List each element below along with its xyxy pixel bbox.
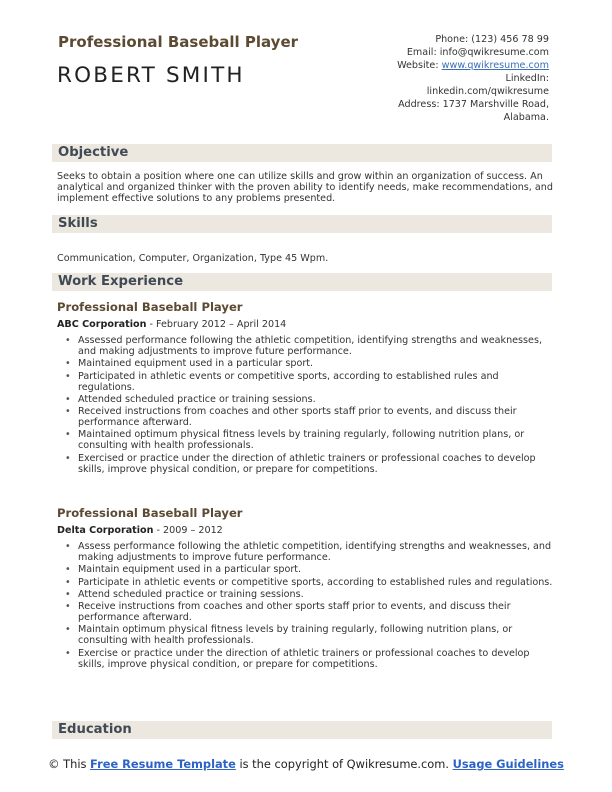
job-dates: - February 2012 – April 2014	[146, 319, 287, 330]
free-resume-template-link[interactable]: Free Resume Template	[90, 757, 236, 771]
list-item: • Attend scheduled practice or training sessions.	[57, 589, 553, 600]
list-item: • Exercise or practice under the direction of athletic trainers or professional coaches to develop skills, improve physical condition, or prepare for competitions.	[57, 648, 553, 670]
contact-website	[397, 59, 549, 72]
education-section-header	[52, 721, 552, 739]
list-item: • Received instructions from coaches and other sports staff prior to events, and discuss their performance afterward.	[57, 406, 553, 428]
list-item: • Assessed performance following the athletic competition, identifying strengths and weaknesses, and making adjustments to improve future performance.	[57, 335, 553, 357]
list-item: • Participated in athletic events or competitive sports, according to established rules and regulations.	[57, 371, 553, 393]
job-bullets	[57, 335, 553, 476]
skills-text: Communication, Computer, Organization, Type 45 Wpm.	[57, 253, 329, 264]
contact-website-label: Website:	[397, 60, 442, 71]
objective-text: Seeks to obtain a position where one can utilize skills and grow within an organization of success. An analytical and organized thinker with the proven ability to identify needs, make recommendations, and implement effective solutions to any problems presented.	[57, 171, 553, 204]
list-item: • Maintained equipment used in a particular sport.	[57, 358, 553, 369]
work-heading: Work Experience	[58, 274, 184, 289]
contact-phone: Phone: (123) 456 78 99	[435, 34, 549, 45]
contact-address-line2: Alabama.	[503, 112, 549, 123]
website-link[interactable]: www.qwikresume.com	[441, 60, 549, 71]
education-heading: Education	[58, 722, 132, 737]
contact-linkedin-label: LinkedIn:	[505, 73, 549, 84]
objective-heading: Objective	[58, 145, 129, 160]
contact-linkedin-url: linkedin.com/qwikresume	[426, 86, 549, 97]
list-item: • Assess performance following the athletic competition, identifying strengths and weaknesses, and making adjustments to improve future performance.	[57, 541, 553, 563]
usage-guidelines-link[interactable]: Usage Guidelines	[452, 757, 564, 771]
job-bullets	[57, 541, 553, 671]
list-item: • Maintain equipment used in a particular sport.	[57, 564, 553, 575]
job-title: Professional Baseball Player	[57, 506, 243, 520]
contact-block	[397, 33, 549, 124]
copyright-footer	[0, 757, 612, 771]
work-section-header	[52, 273, 552, 291]
company-name: Delta Corporation	[57, 525, 154, 536]
job-dates: - 2009 – 2012	[153, 525, 223, 536]
footer-prefix: © This	[48, 757, 91, 771]
list-item: • Receive instructions from coaches and other sports staff prior to events, and discuss their performance afterward.	[57, 601, 553, 623]
list-item: • Attended scheduled practice or training sessions.	[57, 394, 553, 405]
contact-address-line1: Address: 1737 Marshville Road,	[398, 99, 549, 110]
job-company-line	[57, 525, 223, 536]
objective-section-header	[52, 144, 552, 162]
resume-job-title: Professional Baseball Player	[58, 33, 299, 51]
job-company-line	[57, 319, 286, 330]
skills-section-header	[52, 215, 552, 233]
list-item: • Exercised or practice under the direction of athletic trainers or professional coaches to develop skills, improve physical condition, or prepare for competitions.	[57, 453, 553, 475]
footer-middle: is the copyright of Qwikresume.com.	[235, 757, 453, 771]
candidate-name: ROBERT SMITH	[57, 63, 245, 88]
skills-heading: Skills	[58, 216, 98, 231]
list-item: • Maintain optimum physical fitness levels by training regularly, following nutrition plans, or consulting with health professionals.	[57, 624, 553, 646]
job-title: Professional Baseball Player	[57, 300, 243, 314]
list-item: • Participate in athletic events or competitive sports, according to established rules and regulations.	[57, 577, 553, 588]
contact-email: Email: info@qwikresume.com	[406, 47, 549, 58]
list-item: • Maintained optimum physical fitness levels by training regularly, following nutrition plans, or consulting with health professionals.	[57, 429, 553, 451]
company-name: ABC Corporation	[57, 319, 147, 330]
